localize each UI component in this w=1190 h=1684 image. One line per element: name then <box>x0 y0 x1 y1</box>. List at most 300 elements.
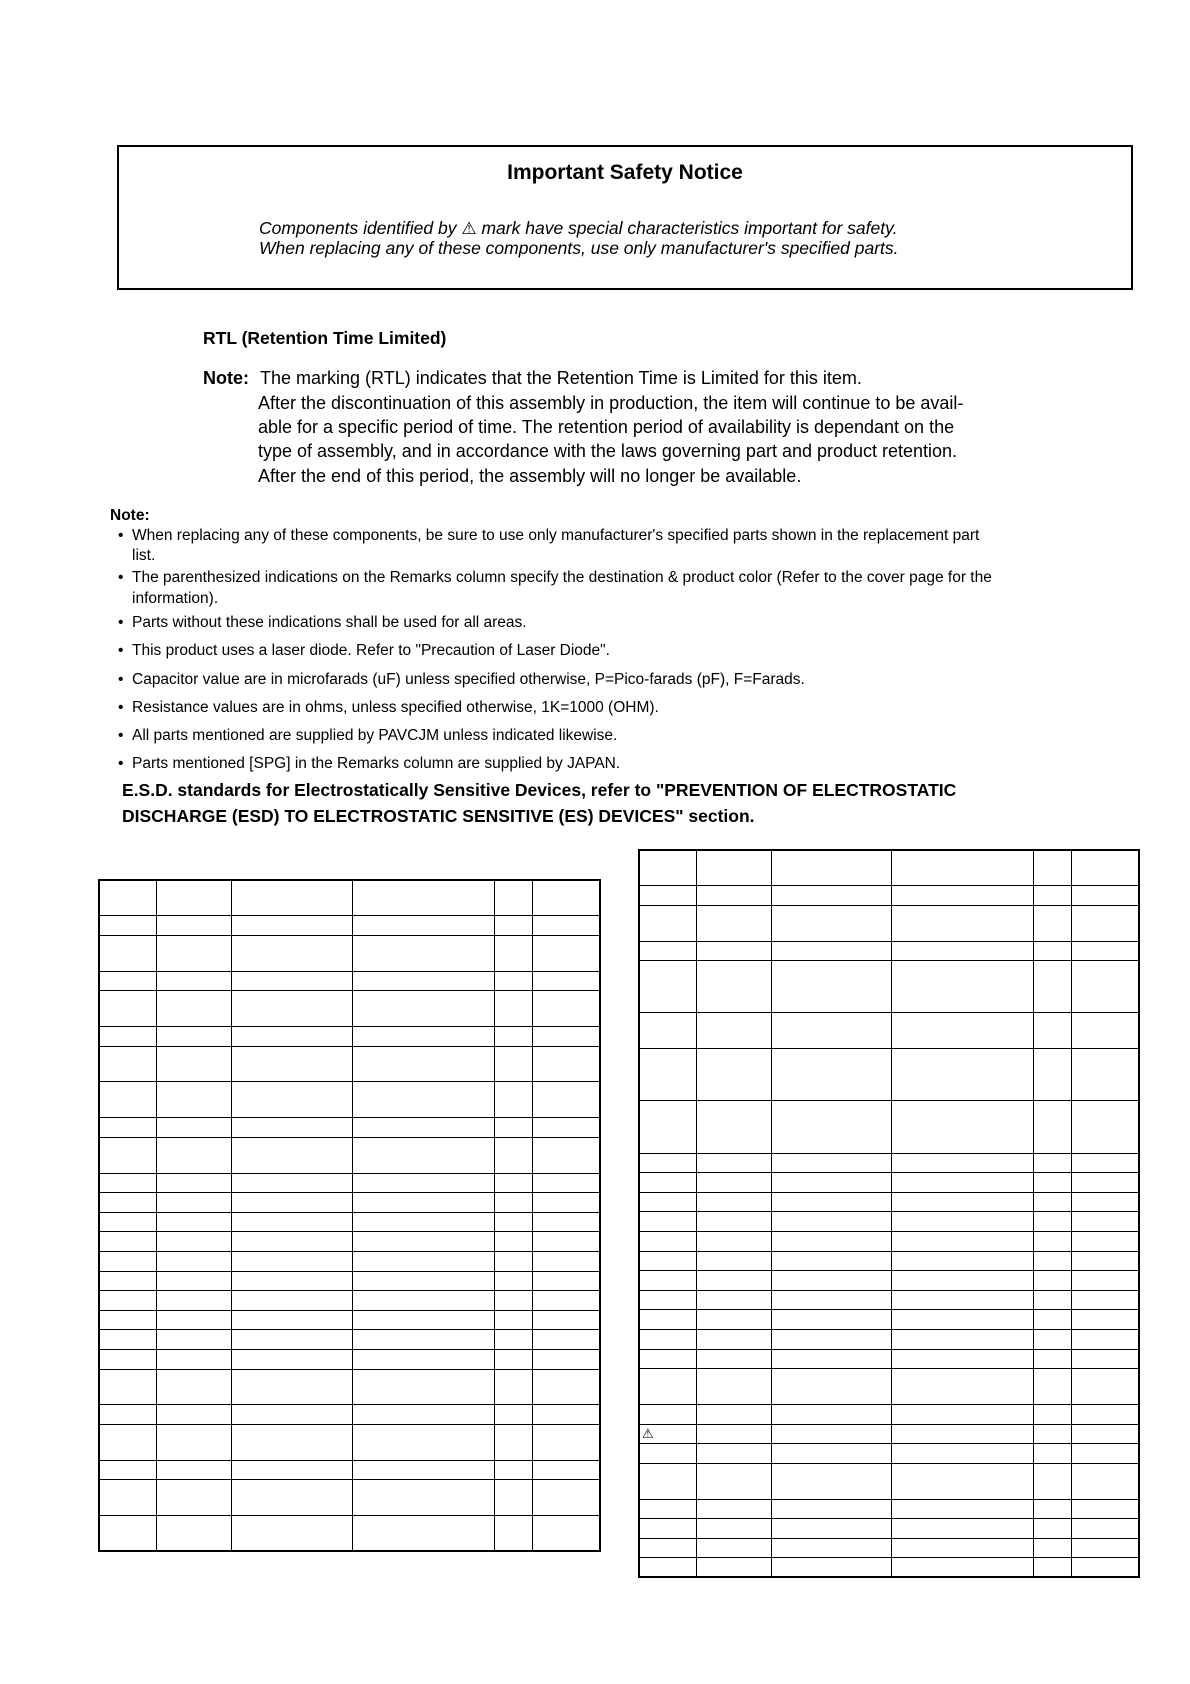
table-cell <box>352 935 494 971</box>
table-cell <box>99 1330 156 1350</box>
table-cell <box>232 1405 353 1425</box>
table-row <box>99 1271 600 1291</box>
table-cell <box>1033 1290 1071 1310</box>
table-cell <box>99 1173 156 1193</box>
table-row <box>639 1101 1139 1153</box>
table-cell <box>232 991 353 1027</box>
table-cell <box>99 1369 156 1405</box>
table-cell <box>1033 1424 1071 1444</box>
table-row <box>99 1137 600 1173</box>
table-cell <box>532 1405 600 1425</box>
table-cell <box>156 971 232 991</box>
table-cell <box>352 1291 494 1311</box>
table-cell <box>639 905 696 941</box>
table-cell <box>494 1516 532 1552</box>
table-cell <box>232 1027 353 1047</box>
table-cell <box>494 1330 532 1350</box>
table-cell <box>771 1101 891 1153</box>
table-cell <box>639 1049 696 1101</box>
table-cell <box>639 1153 696 1173</box>
table-row <box>639 1290 1139 1310</box>
table-row <box>99 971 600 991</box>
table-cell <box>352 1480 494 1516</box>
table-cell <box>99 1350 156 1370</box>
table-cell <box>532 916 600 936</box>
table-cell <box>639 1271 696 1291</box>
note-item-continuation: list. <box>132 547 156 564</box>
table-cell <box>696 1444 771 1464</box>
table-cell <box>494 1350 532 1370</box>
table-cell <box>156 1193 232 1213</box>
table-cell <box>352 1118 494 1138</box>
rtl-note-line: able for a specific period of time. The retention period of availability is dependant on the <box>258 417 955 437</box>
table-cell <box>156 1271 232 1291</box>
table-cell <box>156 1232 232 1252</box>
table-cell <box>532 971 600 991</box>
table-cell <box>892 1192 1034 1212</box>
table-cell <box>771 850 891 886</box>
table-cell <box>639 1232 696 1252</box>
table-cell <box>156 1046 232 1082</box>
table-cell <box>696 1463 771 1499</box>
table-cell <box>1071 1192 1139 1212</box>
rtl-note-line: The marking (RTL) indicates that the Retention Time is Limited for this item. <box>260 368 862 388</box>
table-cell <box>892 1558 1034 1578</box>
safety-notice-text: Components identified by <box>259 218 457 238</box>
table-cell <box>532 1480 600 1516</box>
table-cell <box>99 1516 156 1552</box>
table-cell <box>1071 850 1139 886</box>
table-cell <box>1071 1310 1139 1330</box>
table-row <box>99 1460 600 1480</box>
table-cell <box>99 880 156 916</box>
table-row <box>639 1444 1139 1464</box>
table-cell <box>156 916 232 936</box>
table-cell <box>99 1405 156 1425</box>
table-cell <box>771 1538 891 1558</box>
table-cell <box>494 1480 532 1516</box>
bullet-icon: • <box>118 642 124 659</box>
rtl-note-line: After the discontinuation of this assembly in production, the item will continue to be avail- <box>258 393 964 413</box>
table-cell <box>494 1291 532 1311</box>
table-cell <box>1071 1463 1139 1499</box>
table-row <box>639 1192 1139 1212</box>
table-cell <box>532 1082 600 1118</box>
table-cell <box>99 1460 156 1480</box>
table-row <box>99 1252 600 1272</box>
note-text: This product uses a laser diode. Refer to "Precaution of Laser Diode". <box>132 642 610 659</box>
table-cell <box>771 1153 891 1173</box>
safety-notice-text: mark have special characteristics important for safety. <box>481 218 898 238</box>
bullet-icon: • <box>118 699 124 716</box>
table-cell <box>639 1290 696 1310</box>
table-cell <box>1033 850 1071 886</box>
safety-notice-box <box>117 145 1133 290</box>
table-cell <box>696 941 771 961</box>
table-cell <box>532 1460 600 1480</box>
table-cell <box>696 905 771 941</box>
table-cell <box>532 1330 600 1350</box>
table-row <box>639 1173 1139 1193</box>
table-cell <box>494 1046 532 1082</box>
table-cell <box>892 1101 1034 1153</box>
table-cell <box>99 971 156 991</box>
note-text: Resistance values are in ohms, unless specified otherwise, 1K=1000 (OHM). <box>132 699 659 716</box>
note-item <box>118 614 527 632</box>
table-cell <box>494 1193 532 1213</box>
table-cell <box>639 850 696 886</box>
table-cell <box>532 1137 600 1173</box>
table-cell <box>1033 1538 1071 1558</box>
table-row <box>639 1212 1139 1232</box>
table-cell <box>99 1212 156 1232</box>
table-cell <box>532 991 600 1027</box>
table-cell <box>771 1251 891 1271</box>
table-cell <box>892 1310 1034 1330</box>
table-row <box>99 1480 600 1516</box>
table-cell <box>771 1404 891 1424</box>
table-cell <box>696 1499 771 1519</box>
safety-notice-line-1 <box>259 218 897 239</box>
table-row <box>639 1499 1139 1519</box>
table-row <box>639 886 1139 906</box>
table-cell <box>1071 941 1139 961</box>
table-cell <box>352 1460 494 1480</box>
table-cell <box>352 916 494 936</box>
table-cell <box>696 850 771 886</box>
table-cell <box>1033 1519 1071 1539</box>
table-cell <box>696 1251 771 1271</box>
table-cell <box>639 1538 696 1558</box>
table-cell <box>892 1499 1034 1519</box>
table-cell <box>352 880 494 916</box>
table-cell <box>494 935 532 971</box>
table-cell <box>352 1369 494 1405</box>
table-cell <box>892 1173 1034 1193</box>
note-text: Parts without these indications shall be used for all areas. <box>132 614 527 631</box>
table-cell <box>532 935 600 971</box>
table-cell <box>156 1252 232 1272</box>
table-cell <box>99 1424 156 1460</box>
table-cell <box>696 961 771 1013</box>
table-cell <box>771 1424 891 1444</box>
table-cell <box>99 1027 156 1047</box>
table-row <box>639 1329 1139 1349</box>
rtl-note-line: type of assembly, and in accordance with the laws governing part and product retention. <box>258 441 958 461</box>
table-cell <box>1071 905 1139 941</box>
table-row <box>639 1558 1139 1578</box>
table-row <box>639 1013 1139 1049</box>
table-cell <box>532 1516 600 1552</box>
table-row <box>99 1082 600 1118</box>
table-cell <box>771 1499 891 1519</box>
note-text: Capacitor value are in microfarads (uF) unless specified otherwise, P=Pico-farads (pF), F=Farads. <box>132 671 805 688</box>
table-row <box>99 991 600 1027</box>
table-cell <box>232 1350 353 1370</box>
table-cell <box>639 941 696 961</box>
table-cell <box>1033 1310 1071 1330</box>
table-cell <box>1071 1424 1139 1444</box>
table-cell <box>771 1519 891 1539</box>
table-row <box>99 1046 600 1082</box>
table-cell <box>639 1192 696 1212</box>
bullet-icon: • <box>118 569 124 586</box>
table-cell <box>532 1271 600 1291</box>
table-cell <box>696 1558 771 1578</box>
table-row <box>99 1424 600 1460</box>
table-cell <box>352 1212 494 1232</box>
table-cell <box>639 961 696 1013</box>
table-cell <box>1033 1212 1071 1232</box>
table-cell <box>532 1118 600 1138</box>
table-cell <box>1033 1558 1071 1578</box>
table-cell <box>494 1212 532 1232</box>
table-row <box>639 1271 1139 1291</box>
table-cell <box>232 916 353 936</box>
table-cell <box>696 1329 771 1349</box>
table-cell <box>156 1137 232 1173</box>
table-cell <box>639 1424 696 1444</box>
table-cell <box>771 941 891 961</box>
table-cell <box>532 880 600 916</box>
table-cell <box>639 1212 696 1232</box>
table-cell <box>771 1558 891 1578</box>
table-cell <box>892 1232 1034 1252</box>
rtl-note-label: Note: <box>203 368 249 388</box>
table-row <box>99 1330 600 1350</box>
table-row <box>99 1232 600 1252</box>
table-cell <box>1033 1192 1071 1212</box>
table-cell <box>771 1329 891 1349</box>
table-cell <box>771 1369 891 1405</box>
table-cell <box>696 1369 771 1405</box>
bullet-icon: • <box>118 527 124 544</box>
table-cell <box>156 1027 232 1047</box>
table-cell <box>156 1405 232 1425</box>
table-cell <box>232 1424 353 1460</box>
table-cell <box>156 1082 232 1118</box>
table-cell <box>532 1350 600 1370</box>
table-cell <box>1033 1329 1071 1349</box>
table-cell <box>1033 1251 1071 1271</box>
table-cell <box>1071 1049 1139 1101</box>
table-row <box>99 916 600 936</box>
table-row <box>99 1405 600 1425</box>
table-row <box>639 1153 1139 1173</box>
table-cell <box>1033 1444 1071 1464</box>
note-item-continuation: information). <box>132 590 219 607</box>
table-cell <box>352 1516 494 1552</box>
table-cell <box>892 1153 1034 1173</box>
table-cell <box>771 1290 891 1310</box>
table-cell <box>639 1310 696 1330</box>
table-cell <box>494 1082 532 1118</box>
table-cell <box>232 1369 353 1405</box>
table-cell <box>639 1013 696 1049</box>
table-cell <box>892 1212 1034 1232</box>
table-cell <box>639 886 696 906</box>
table-cell <box>352 991 494 1027</box>
table-cell <box>1033 1349 1071 1369</box>
table-cell <box>771 905 891 941</box>
table-cell <box>494 1310 532 1330</box>
table-cell <box>1033 905 1071 941</box>
table-cell <box>99 935 156 971</box>
table-cell <box>1071 1329 1139 1349</box>
table-cell <box>892 1290 1034 1310</box>
table-cell <box>99 1252 156 1272</box>
table-cell <box>352 1082 494 1118</box>
table-cell <box>892 1463 1034 1499</box>
table-cell <box>156 1291 232 1311</box>
table-cell <box>494 1252 532 1272</box>
table-cell <box>771 1310 891 1330</box>
bullet-icon: • <box>118 755 124 772</box>
table-cell <box>156 1118 232 1138</box>
table-row <box>639 1251 1139 1271</box>
table-cell <box>532 1027 600 1047</box>
table-cell <box>771 1232 891 1252</box>
table-cell <box>892 850 1034 886</box>
table-header-row <box>99 880 600 916</box>
table-cell <box>232 1046 353 1082</box>
table-row <box>99 1212 600 1232</box>
table-cell <box>771 1444 891 1464</box>
table-row <box>99 1310 600 1330</box>
table-cell <box>494 991 532 1027</box>
table-cell <box>532 1173 600 1193</box>
safety-notice-title: Important Safety Notice <box>507 161 743 184</box>
table-cell <box>696 1212 771 1232</box>
table-cell <box>1071 1290 1139 1310</box>
table-cell <box>892 1444 1034 1464</box>
table-row <box>99 1350 600 1370</box>
table-cell <box>892 886 1034 906</box>
table-cell <box>232 1232 353 1252</box>
table-row <box>639 1424 1139 1444</box>
table-cell <box>232 1118 353 1138</box>
table-cell <box>494 1460 532 1480</box>
table-cell <box>771 961 891 1013</box>
table-cell <box>352 1027 494 1047</box>
table-cell <box>696 1271 771 1291</box>
table-cell <box>352 1137 494 1173</box>
table-cell <box>99 1291 156 1311</box>
table-cell <box>696 1232 771 1252</box>
table-row <box>639 941 1139 961</box>
table-cell <box>639 1444 696 1464</box>
table-cell <box>494 1271 532 1291</box>
table-cell <box>892 961 1034 1013</box>
table-cell <box>232 971 353 991</box>
table-cell <box>892 1519 1034 1539</box>
table-row <box>99 1118 600 1138</box>
table-row <box>639 1463 1139 1499</box>
table-cell <box>532 1369 600 1405</box>
table-cell <box>352 1330 494 1350</box>
table-cell <box>494 1027 532 1047</box>
table-cell <box>1033 1271 1071 1291</box>
table-cell <box>156 1424 232 1460</box>
table-cell <box>771 1013 891 1049</box>
table-cell <box>1071 1251 1139 1271</box>
table-cell <box>1033 1153 1071 1173</box>
table-cell <box>99 1118 156 1138</box>
table-cell <box>892 1404 1034 1424</box>
table-cell <box>1071 1212 1139 1232</box>
table-cell <box>156 1480 232 1516</box>
table-cell <box>532 1212 600 1232</box>
table-cell <box>156 1460 232 1480</box>
table-cell <box>232 1173 353 1193</box>
table-cell <box>892 1424 1034 1444</box>
table-cell <box>532 1310 600 1330</box>
bullet-icon: • <box>118 727 124 744</box>
table-cell <box>1033 886 1071 906</box>
table-cell <box>639 1173 696 1193</box>
table-cell <box>494 1424 532 1460</box>
table-cell <box>494 1137 532 1173</box>
table-cell <box>156 880 232 916</box>
table-cell <box>532 1424 600 1460</box>
table-cell <box>696 1173 771 1193</box>
note-item <box>118 642 610 660</box>
table-cell <box>771 1463 891 1499</box>
table-row <box>99 1193 600 1213</box>
table-header-row <box>639 850 1139 886</box>
table-cell <box>1071 1538 1139 1558</box>
table-cell <box>639 1101 696 1153</box>
table-cell <box>156 1350 232 1370</box>
bullet-icon: • <box>118 671 124 688</box>
table-cell <box>232 1480 353 1516</box>
table-cell <box>696 1153 771 1173</box>
note-text: All parts mentioned are supplied by PAVCJM unless indicated likewise. <box>132 727 618 744</box>
note-item <box>118 727 617 745</box>
safety-notice-line-2: When replacing any of these components, use only manufacturer's specified parts. <box>259 238 899 258</box>
table-cell <box>1033 1101 1071 1153</box>
table-cell <box>892 941 1034 961</box>
table-cell <box>352 1424 494 1460</box>
table-cell <box>1033 961 1071 1013</box>
table-cell <box>892 1369 1034 1405</box>
table-cell <box>352 1310 494 1330</box>
note-item <box>118 569 992 587</box>
table-cell <box>639 1499 696 1519</box>
table-row <box>99 1369 600 1405</box>
parts-table-left <box>98 879 601 1552</box>
table-cell <box>494 1369 532 1405</box>
table-cell <box>771 1173 891 1193</box>
table-cell <box>494 1405 532 1425</box>
table-row <box>639 1049 1139 1101</box>
table-cell <box>639 1329 696 1349</box>
table-cell <box>1071 1101 1139 1153</box>
table-cell <box>156 935 232 971</box>
table-cell <box>232 1082 353 1118</box>
table-cell <box>771 1049 891 1101</box>
table-cell <box>99 916 156 936</box>
table-cell <box>156 1212 232 1232</box>
table-row <box>639 961 1139 1013</box>
table-cell <box>639 1251 696 1271</box>
table-cell <box>1071 1519 1139 1539</box>
note-item <box>118 527 979 545</box>
table-cell <box>696 886 771 906</box>
bullet-icon: • <box>118 614 124 631</box>
table-cell <box>1071 961 1139 1013</box>
table-row <box>639 1404 1139 1424</box>
